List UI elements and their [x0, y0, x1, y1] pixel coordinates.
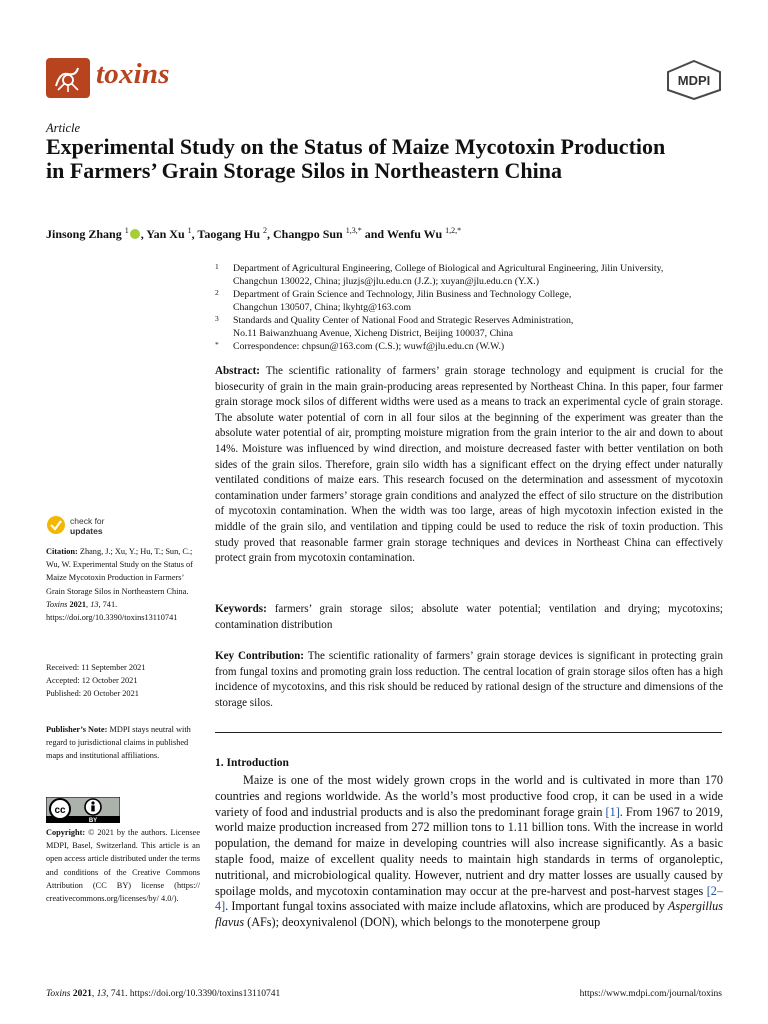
intro-text: . From 1967 to 2019, world maize production increased from 272 million tons to 1.11 billion tons. With the increase in world population, the demand for maize in developing countries will also increase significantly. As a basic staple food, maize of excellent quality needs to maintain high standards in terms of organoleptic, nutritional, and microbiological quality. However, nutrient and dry matter losses are usually caused by spoilage molds, and mycotoxin contamination may occur at the pre-harvest and post-harvest stages — [215, 804, 723, 898]
affiliation-number: * — [215, 340, 219, 349]
affiliation-line: Changchun 130507, China; lkyhtg@163.com — [233, 302, 412, 313]
dates-block — [46, 661, 200, 701]
toxins-logo — [46, 58, 90, 98]
copyright-text: © 2021 by the authors. Licensee MDPI, Basel, Switzerland. This article is an open access article distributed under the terms and conditions of the Creative Commons Attribution (CC BY) license (https:// creativecommons.org/licenses/by/ 4.0/). — [46, 828, 200, 904]
section-divider — [215, 732, 722, 733]
cc-by-label: BY — [88, 818, 98, 823]
article-title: Experimental Study on the Status of Maize Mycotoxin Production in Farmers’ Grain Storage Silos in Northeastern China — [46, 134, 666, 183]
author-name[interactable]: Taogang Hu — [197, 227, 261, 241]
author-name[interactable]: Wenfu Wu — [386, 227, 443, 241]
affiliation-number: 3 — [215, 314, 219, 323]
key-contribution-label: Key Contribution: — [215, 650, 304, 662]
author-name[interactable]: Jinsong Zhang — [46, 227, 122, 241]
affiliation-2 — [215, 288, 725, 314]
check-updates-button[interactable] — [70, 517, 105, 536]
intro-text: (AFs); deoxynivalenol (DON), which belongs to the monoterpene group — [244, 915, 601, 930]
affiliation-number: 1 — [215, 262, 219, 271]
citation-text: Zhang, J.; Xu, Y.; Hu, T.; Sun, C.; Wu, W. Experimental Study on the Status of Maize Mycotoxin Production in Farmers’ Grain Storage Silos in Northeastern China. — [46, 547, 193, 596]
abstract-label: Abstract: — [215, 365, 260, 377]
citation-link[interactable]: [2–4] — [215, 883, 723, 914]
affiliation-number: 2 — [215, 288, 219, 297]
footer-year: 2021 — [72, 989, 92, 999]
accepted-date: Accepted: 12 October 2021 — [46, 676, 138, 686]
affiliation-3 — [215, 314, 725, 340]
author-affiliation-sup: 1,3,* — [345, 226, 362, 235]
author-list: Jinsong Zhang $^1$ , Yan Xu $^1$, Taogang Hu $^2$, Changpo Sun $^{1,3,*}$ and Wenfu Wu $^{1,2,*}$ — [46, 226, 462, 241]
cc-by-license-icon[interactable] — [46, 797, 120, 823]
keywords — [215, 602, 723, 633]
check-updates-icon[interactable] — [46, 515, 66, 535]
citation-volume: 13 — [90, 599, 99, 609]
citation-link[interactable]: [1] — [605, 804, 620, 819]
keywords-label: Keywords: — [215, 603, 267, 615]
affiliation-line: Standards and Quality Center of National Food and Strategic Reserves Administration, — [233, 315, 574, 326]
copyright-block — [46, 826, 200, 905]
footer-journal: Toxins — [46, 989, 71, 999]
affiliation-line: Department of Grain Science and Technology, Jilin Business and Technology College, — [233, 289, 572, 300]
citation-doi[interactable]: , 741. https://doi.org/10.3390/toxins13110741 — [46, 599, 178, 623]
affiliation-1 — [215, 262, 725, 288]
publishers-note-label: Publisher’s Note: — [46, 725, 108, 734]
abstract-text: The scientific rationality of farmers’ grain storage technology and equipment is crucial for the biosecurity of grain in the main grain-producing areas represented by Northeast China. In this paper, four farmer grain storage mock silos of different widths were used as a means to track an experimental cycle of grain storage. The absolute water potential of corn in all four silos at the beginning of the experiment was greater than the absolute water potential of air, prompting moisture migration from the grain interior to the air and down to about 14%. Moisture was influenced by wind direction, and moisture decreased faster with better ventilation on both sides of the grain silos. Therefore, grain silo width has a significant effect on the drying effect under naturally ventilated conditions of maize ears. This research focused on the determination and assessment of mycotoxin contamination under farmers’ storage grain conditions and analyzed the effect of silo structure on the distribution of mycotoxin contamination. When the width was too large, areas of high mycotoxin infection existed in the middle of the grain silo, and ventilation and tipping could be used to reduce the risk of toxin production. This study proved that reasonable farmer grain storage techniques and devices in Northeast China can effectively protect grain from mycotoxin contamination. — [215, 365, 723, 565]
key-contribution — [215, 649, 723, 711]
citation-journal: Toxins — [46, 599, 68, 609]
publishers-note — [46, 723, 200, 763]
author-affiliation-sup: 2 — [263, 226, 268, 235]
citation-block: Citation: Zhang, J.; Xu, Y.; Hu, T.; Sun, C.; Wu, W. Experimental Study on the Status of Maize Mycotoxin Production in Farmers’ Grain Storage Silos in Northeastern China. Toxins 2021, 13, 741. https://doi.org/10.3390/toxins13110741 — [46, 547, 193, 623]
author-name[interactable]: Yan Xu — [146, 227, 185, 241]
affiliation-line: Correspondence: chpsun@163.com (C.S.); wuwf@jlu.edu.cn (W.W.) — [233, 341, 505, 352]
key-contribution-text: The scientific rationality of farmers’ grain storage devices is significant in protecting grain from fungal toxins and promoting grain loss reduction. The central location of grain storage silos often has a high incidence of mycotoxins, and this risk should be reduced by rational design of the structure and dimensions of the storage silos. — [215, 650, 723, 709]
section-heading: 1. Introduction — [215, 757, 289, 769]
article-type: Article — [46, 121, 81, 135]
footer-volume: 13 — [96, 989, 107, 999]
publishers-note-text: MDPI stays neutral with regard to jurisdictional claims in published maps and institutional affiliations. — [46, 725, 191, 761]
affiliation-line: Department of Agricultural Engineering, College of Biological and Agricultural Engineering, Jilin University, — [233, 263, 664, 274]
citation-year: 2021 — [69, 599, 87, 609]
correspondence — [215, 340, 725, 353]
intro-text: Maize is one of the most widely grown crops in the world and is cultivated in more than 170 countries and regions worldwide. As the world’s most productive food crop, it can be used in a wide variety of food and industrial products and is also the predominant forage grain — [215, 773, 723, 819]
author-affiliation-sup: 1 — [124, 226, 129, 235]
footer-journal-url[interactable]: https://www.mdpi.com/journal/toxins — [579, 989, 722, 999]
author-affiliation-sup: 1,2,* — [445, 226, 462, 235]
affiliation-line: No.11 Baiwanzhuang Avenue, Xicheng District, Beijing 100037, China — [233, 328, 513, 339]
journal-name: toxins — [96, 58, 170, 90]
footer-citation: Toxins 2021, 13, 741. https://doi.org/10.3390/toxins13110741 — [46, 989, 281, 999]
copyright-label: Copyright: — [46, 828, 86, 837]
check-updates-line: check for — [70, 516, 105, 526]
check-updates-line: updates — [70, 525, 103, 536]
published-date: Published: 20 October 2021 — [46, 689, 139, 699]
introduction-paragraph — [215, 773, 723, 931]
received-date: Received: 11 September 2021 — [46, 663, 146, 672]
footer-doi[interactable]: , 741. https://doi.org/10.3390/toxins13110741 — [106, 989, 281, 999]
svg-text:cc: cc — [54, 805, 66, 816]
intro-text: . Important fungal toxins associated with maize include aflatoxins, which are produced by — [225, 899, 668, 914]
species-name: Aspergillus flavus — [215, 899, 723, 930]
author-name[interactable]: Changpo Sun — [273, 227, 343, 241]
author-affiliation-sup: 1 — [187, 226, 192, 235]
abstract — [215, 364, 723, 567]
publisher-name: MDPI — [677, 73, 711, 88]
orcid-icon[interactable] — [130, 229, 140, 239]
keywords-text: farmers’ grain storage silos; absolute water potential; ventilation and drying; mycotoxins; contamination distribution — [215, 603, 724, 631]
mdpi-logo — [666, 60, 722, 100]
citation-label: Citation: — [46, 547, 78, 556]
affiliation-line: Changchun 130022, China; jluzjs@jlu.edu.cn (J.Z.); xuyan@jlu.edu.cn (Y.X.) — [233, 276, 540, 287]
